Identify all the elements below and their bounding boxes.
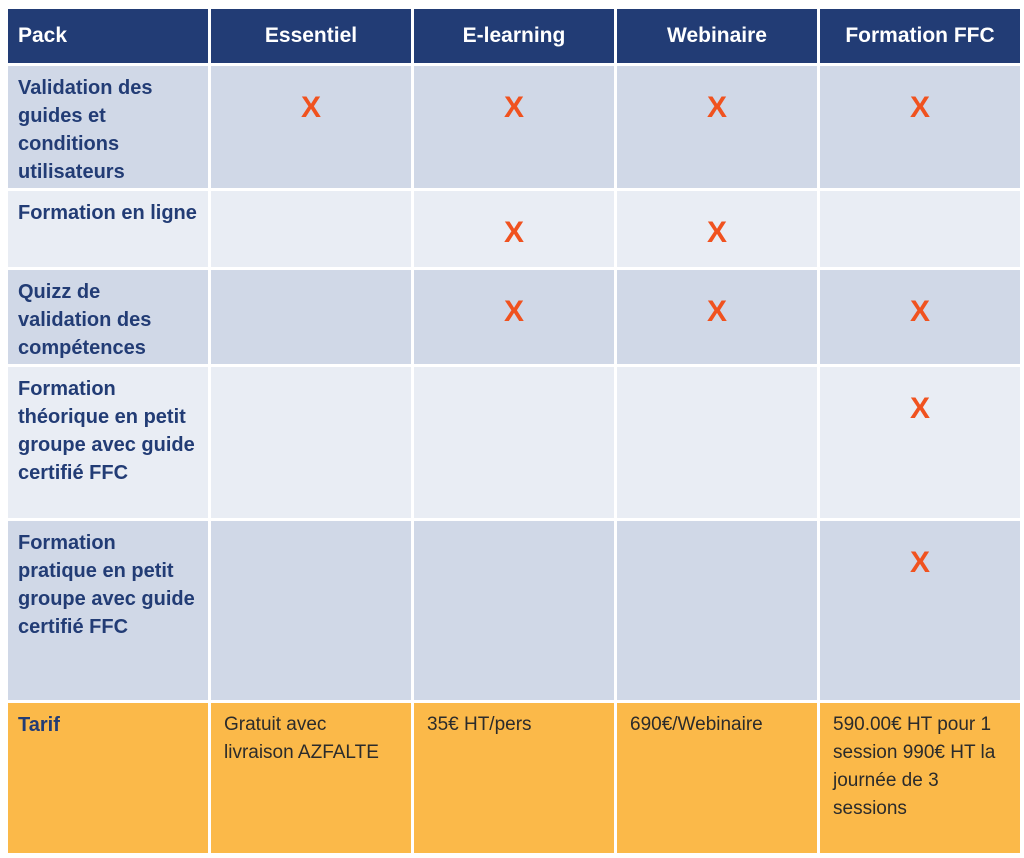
header-webinaire: Webinaire: [617, 9, 817, 63]
check-mark: X: [909, 91, 930, 124]
pricing-table: [5, 6, 1023, 856]
tarif-label: Tarif: [8, 703, 208, 853]
table-row: [8, 367, 1020, 518]
header-pack: Pack: [8, 9, 208, 63]
tarif-essentiel: Gratuit avec livraison AZFALTE: [211, 703, 411, 853]
check-mark: X: [909, 295, 930, 328]
check-mark: X: [503, 216, 524, 249]
row-label: Quizz de validation des compétences: [8, 270, 208, 364]
check-mark: X: [909, 546, 930, 579]
check-mark: X: [300, 91, 321, 124]
check-mark: X: [706, 91, 727, 124]
row-label: Formation théorique en petit groupe avec guide certifié FFC: [8, 367, 208, 518]
tarif-elearning: 35€ HT/pers: [414, 703, 614, 853]
check-mark: X: [909, 392, 930, 425]
header-essentiel: Essentiel: [211, 9, 411, 63]
check-mark: X: [503, 91, 524, 124]
check-mark: X: [503, 295, 524, 328]
table-row: [8, 191, 1020, 267]
tarif-webinaire: 690€/Webinaire: [617, 703, 817, 853]
tarif-row: [8, 703, 1020, 853]
check-mark: X: [706, 295, 727, 328]
table-row: [8, 66, 1020, 188]
check-mark: X: [706, 216, 727, 249]
row-label: Formation en ligne: [8, 191, 208, 267]
table-header-row: [8, 9, 1020, 63]
header-formation-ffc: Formation FFC: [820, 9, 1020, 63]
row-label: Formation pratique en petit groupe avec guide certifié FFC: [8, 521, 208, 700]
table-row: [8, 521, 1020, 700]
header-elearning: E-learning: [414, 9, 614, 63]
tarif-formation-ffc: 590.00€ HT pour 1 session 990€ HT la journée de 3 sessions: [820, 703, 1020, 853]
table-row: [8, 270, 1020, 364]
row-label: Validation des guides et conditions utilisateurs: [8, 66, 208, 188]
